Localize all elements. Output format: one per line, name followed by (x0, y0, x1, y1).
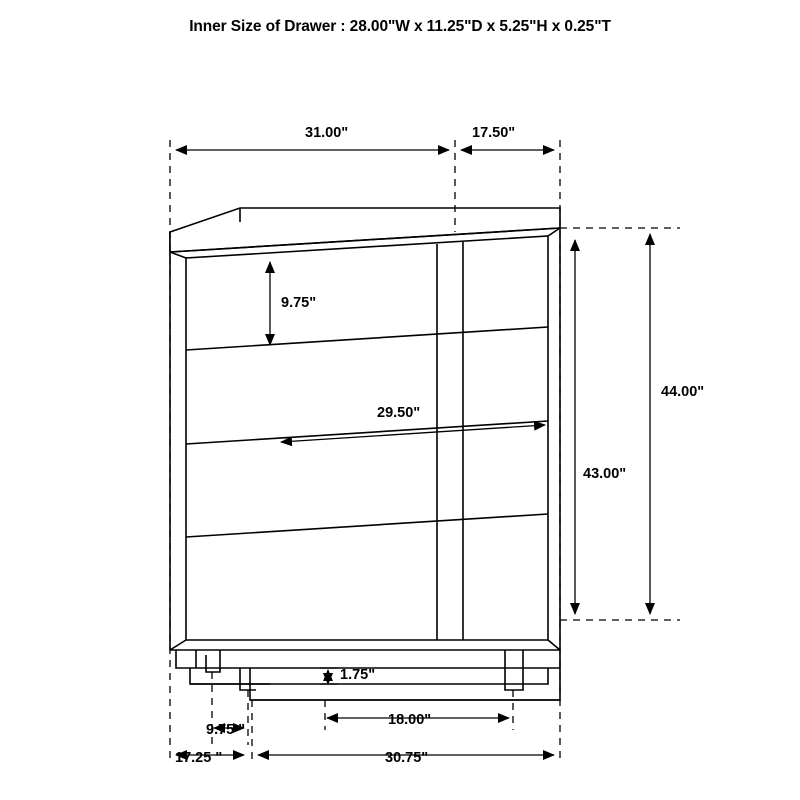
dimension-label-plinth-height: 1.75" (340, 667, 376, 683)
dimension-label-drawer-face-height: 9.75" (281, 295, 317, 311)
dimension-label-drawer-face-width: 29.50" (377, 405, 421, 421)
dimension-label-total-height: 44.00" (661, 384, 705, 400)
page-title: Inner Size of Drawer : 28.00"W x 11.25"D x 5.25"H x 0.25"T (189, 18, 611, 35)
dimension-label-foot-span: 18.00" (388, 712, 432, 728)
dimension-label-leg-inset: 9.75 " (206, 722, 246, 738)
dimension-label-side-depth: 17.50" (472, 125, 516, 141)
dimension-label-base-depth: 17.25 " (175, 750, 223, 766)
dimension-label-case-height: 43.00" (583, 466, 627, 482)
dimension-label-front-width: 31.00" (305, 125, 349, 141)
dimension-label-base-width: 30.75" (385, 750, 429, 766)
